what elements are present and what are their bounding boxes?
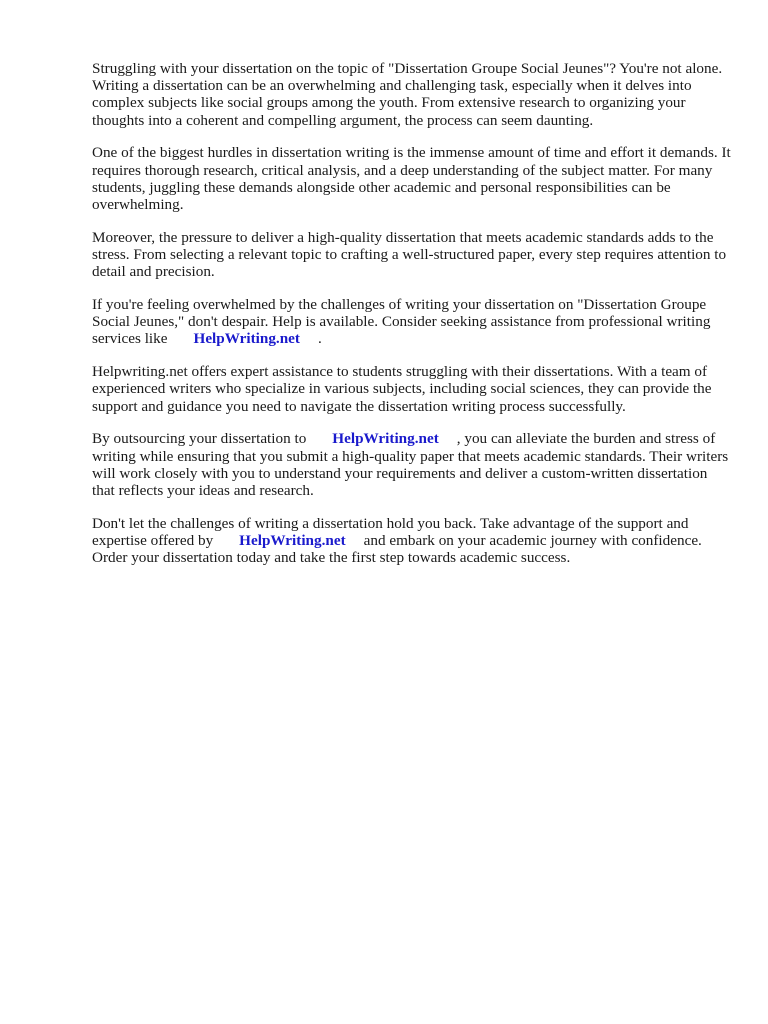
paragraph-closing-text: Don't let the challenges of writing a dissertation hold you back. Take advantage of the support and expertise offered by	[92, 514, 689, 550]
paragraph-closing-rest: and embark on your academic journey with confidence. Order your dissertation today and take the first step towards academic success.	[92, 532, 702, 567]
paragraph-intro: Struggling with your dissertation on the topic of "Dissertation Groupe Social Jeunes"? You're not alone. Writing a dissertation can be an overwhelming and challenging task, especially when it delves into complex subjects like social groups among the youth. From extensive research to organizing your thoughts into a coherent and compelling argument, the process can seem daunting.	[92, 60, 723, 129]
paragraph-outsourcing	[92, 430, 732, 499]
paragraph-outsourcing-rest: , you can alleviate the burden and stress of writing while ensuring that you submit a high-quality paper that meets academic standards. Their writers will work closely with you to understand your requirements and deliver a custom-written dissertation that reflects your ideas and research.	[92, 430, 729, 500]
paragraph-seek-help	[92, 296, 732, 348]
paragraph-hurdles: One of the biggest hurdles in dissertation writing is the immense amount of time and effort it demands. It requires thorough research, critical analysis, and a deep understanding of the subject matter. For many students, juggling these demands alongside other academic and personal responsibilities can be overwhelming.	[92, 144, 731, 214]
paragraph-closing	[92, 515, 732, 567]
helpwriting-link-1[interactable]: HelpWriting.net	[193, 330, 300, 348]
helpwriting-link-2[interactable]: HelpWriting.net	[332, 430, 439, 448]
paragraph-seek-help-end: .	[317, 330, 322, 348]
paragraph-service-offer: Helpwriting.net offers expert assistance to students struggling with their dissertations. With a team of experienced writers who specialize in various subjects, including social sciences, they can provide the support and guidance you need to navigate the dissertation writing process successfully.	[92, 363, 712, 415]
paragraph-pressure: Moreover, the pressure to deliver a high-quality dissertation that meets academic standards adds to the stress. From selecting a relevant topic to crafting a well-structured paper, every step requires attention to detail and precision.	[92, 228, 727, 281]
paragraph-outsourcing-text: By outsourcing your dissertation to	[92, 430, 307, 448]
helpwriting-link-3[interactable]: HelpWriting.net	[239, 532, 346, 550]
paragraph-seek-help-text: If you're feeling overwhelmed by the challenges of writing your dissertation on "Dissertation Groupe Social Jeunes," don't despair. Help is available. Consider seeking assistance from professional writing services like	[92, 296, 711, 348]
document-body	[92, 60, 732, 582]
